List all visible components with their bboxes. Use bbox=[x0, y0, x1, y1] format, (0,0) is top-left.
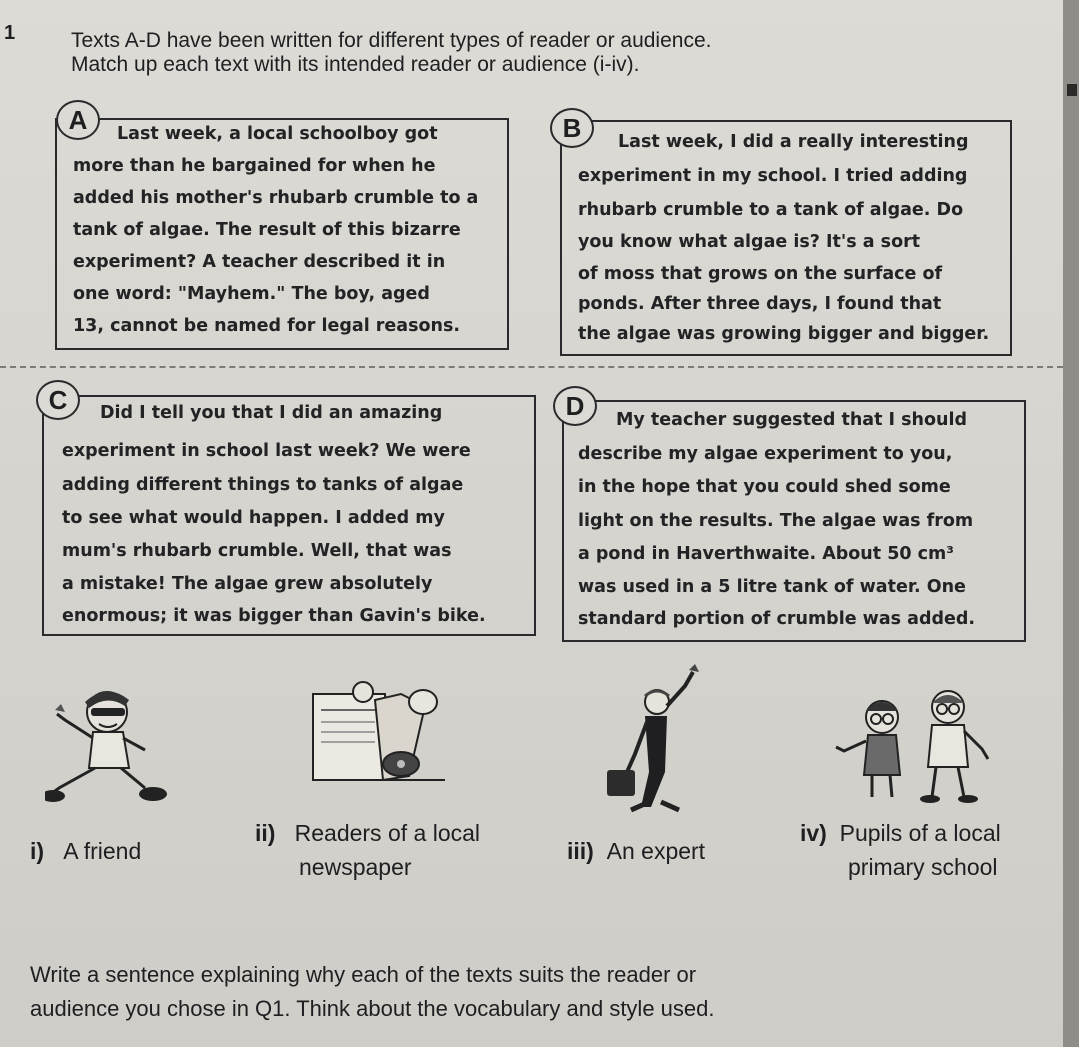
newspaper-reader-illustration bbox=[305, 680, 455, 790]
audience-ii-label-line-1: Readers of a local bbox=[294, 820, 481, 846]
text-c-line: to see what would happen. I added my bbox=[62, 508, 445, 528]
text-d-line: a pond in Haverthwaite. About 50 cm³ bbox=[578, 544, 954, 564]
text-b-line: you know what algae is? It's a sort bbox=[578, 232, 921, 252]
text-d-badge: D bbox=[553, 386, 597, 426]
audience-iv-numeral: iv) bbox=[800, 820, 827, 846]
text-a-line: more than he bargained for when he bbox=[73, 156, 436, 176]
audience-iv-label-line-2: primary school bbox=[848, 854, 998, 880]
audience-ii-label-line-2: newspaper bbox=[299, 854, 412, 880]
text-b-line: the algae was growing bigger and bigger. bbox=[578, 324, 990, 344]
audience-iii-label: An expert bbox=[606, 838, 706, 864]
text-a-line: tank of algae. The result of this bizarre bbox=[73, 220, 461, 240]
text-d-line: My teacher suggested that I should bbox=[616, 410, 968, 430]
audience-iii-numeral: iii) bbox=[567, 838, 594, 864]
text-box-c bbox=[42, 395, 536, 636]
audience-iv-label-line-1: Pupils of a local bbox=[839, 820, 1001, 846]
text-c-line: Did I tell you that I did an amazing bbox=[100, 403, 443, 423]
question-number: 1 bbox=[4, 22, 16, 44]
audience-iv bbox=[800, 818, 1001, 848]
primary-pupils-illustration bbox=[830, 685, 995, 805]
text-b-line: experiment in my school. I tried adding bbox=[578, 166, 968, 186]
text-a-line: one word: "Mayhem." The boy, aged bbox=[73, 284, 430, 304]
section-divider bbox=[0, 366, 1063, 368]
text-c-line: experiment in school last week? We were bbox=[62, 441, 471, 461]
audience-i bbox=[30, 836, 141, 866]
text-a-line: Last week, a local schoolboy got bbox=[117, 124, 438, 144]
text-d-line: light on the results. The algae was from bbox=[578, 511, 974, 531]
text-c-line: enormous; it was bigger than Gavin's bike. bbox=[62, 606, 486, 626]
text-box-a bbox=[55, 118, 509, 350]
text-d-line: describe my algae experiment to you, bbox=[578, 444, 953, 464]
text-d-line: in the hope that you could shed some bbox=[578, 477, 951, 497]
text-d-line: was used in a 5 litre tank of water. One bbox=[578, 577, 966, 597]
text-a-badge: A bbox=[56, 100, 100, 140]
audience-ii-numeral: ii) bbox=[255, 820, 276, 846]
question-text-line-1: Texts A-D have been written for different types of reader or audience. bbox=[71, 29, 712, 52]
question-text-line-2: Match up each text with its intended reader or audience (i-iv). bbox=[71, 53, 640, 76]
expert-scientist-illustration bbox=[605, 662, 715, 817]
question2-line-1: Write a sentence explaining why each of the texts suits the reader or bbox=[30, 962, 697, 987]
text-c-line: mum's rhubarb crumble. Well, that was bbox=[62, 541, 452, 561]
friend-boy-illustration bbox=[45, 680, 175, 805]
audience-i-label: A friend bbox=[63, 838, 142, 864]
text-a-line: 13, cannot be named for legal reasons. bbox=[73, 316, 461, 336]
text-c-line: a mistake! The algae grew absolutely bbox=[62, 574, 433, 594]
text-c-badge: C bbox=[36, 380, 80, 420]
audience-ii bbox=[255, 818, 480, 848]
text-box-d bbox=[562, 400, 1026, 642]
text-b-badge: B bbox=[550, 108, 594, 148]
audience-i-numeral: i) bbox=[30, 838, 45, 864]
text-b-line: rhubarb crumble to a tank of algae. Do bbox=[578, 200, 964, 220]
page-edge bbox=[1063, 0, 1079, 1047]
text-d-line: standard portion of crumble was added. bbox=[578, 609, 976, 629]
text-box-b bbox=[560, 120, 1012, 356]
text-b-line: Last week, I did a really interesting bbox=[618, 132, 969, 152]
page-edge-mark bbox=[1067, 84, 1077, 96]
text-a-line: added his mother's rhubarb crumble to a bbox=[73, 188, 479, 208]
text-a-line: experiment? A teacher described it in bbox=[73, 252, 446, 272]
text-c-line: adding different things to tanks of algae bbox=[62, 475, 464, 495]
text-b-line: of moss that grows on the surface of bbox=[578, 264, 943, 284]
audience-iii bbox=[567, 836, 705, 866]
question2-line-2: audience you chose in Q1. Think about the vocabulary and style used. bbox=[30, 996, 715, 1021]
text-b-line: ponds. After three days, I found that bbox=[578, 294, 942, 314]
